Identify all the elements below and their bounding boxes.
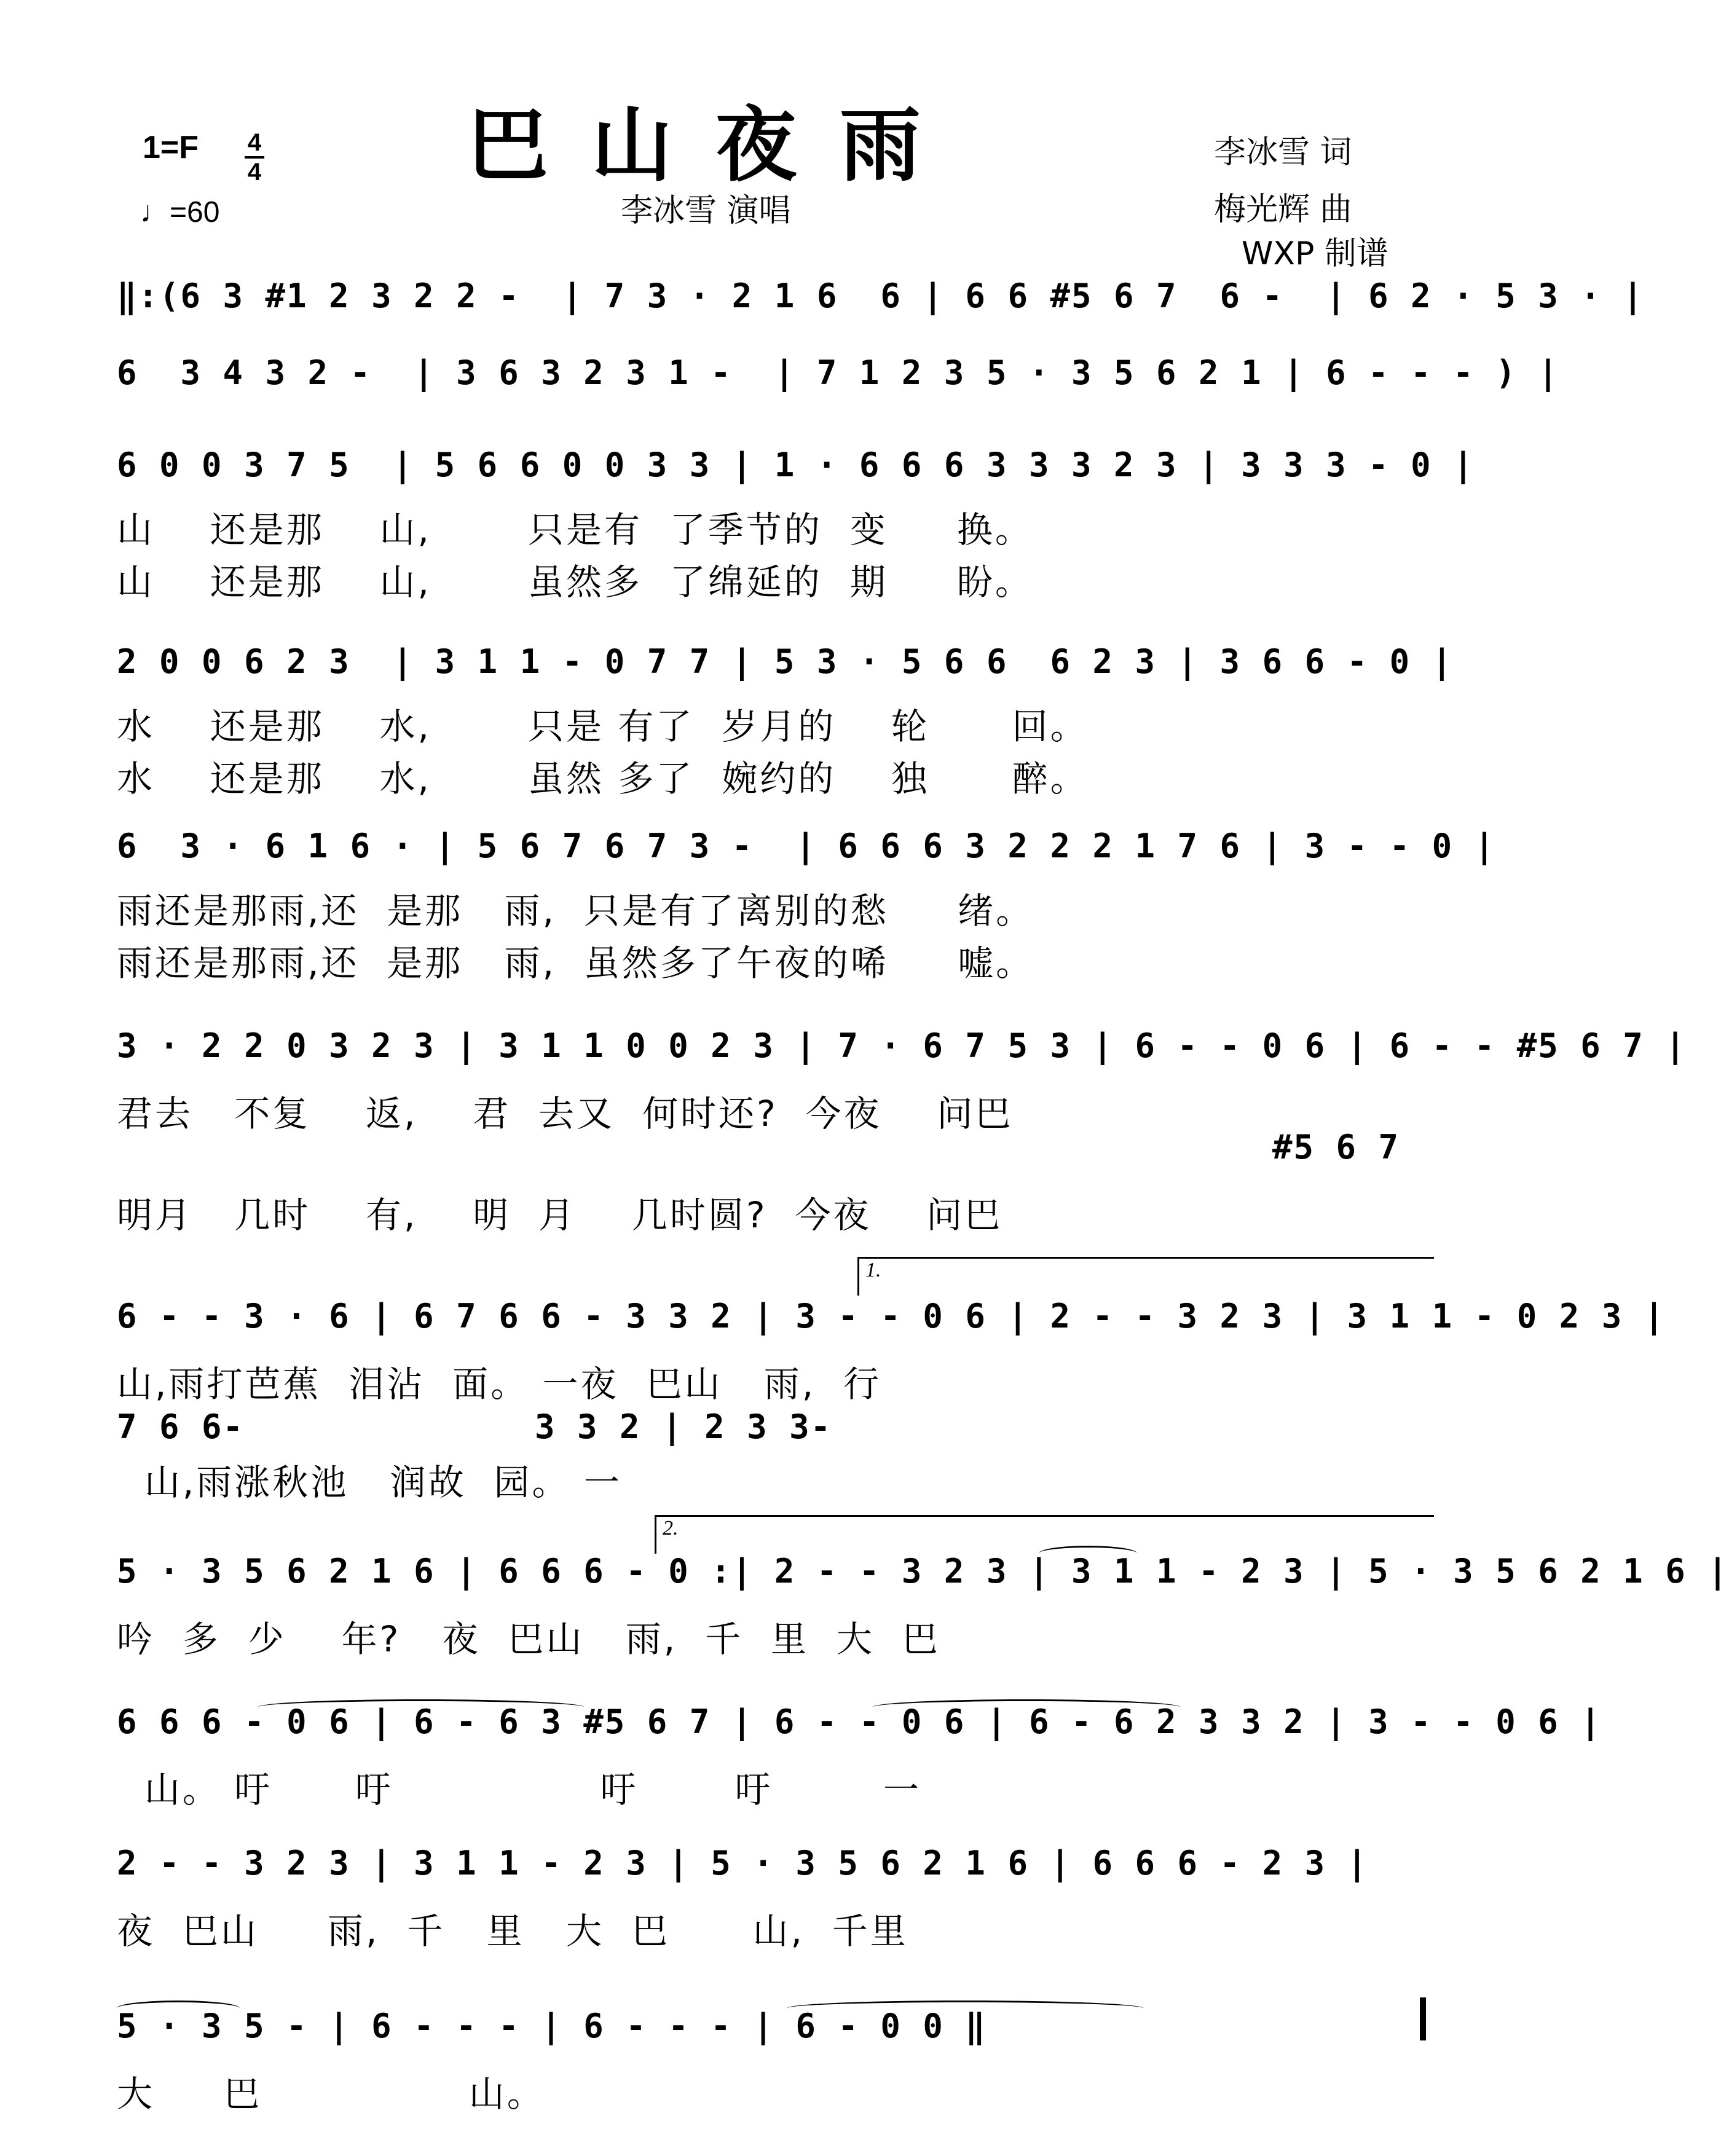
lyric-verse-1: 大 巴 山。 xyxy=(117,2073,545,2115)
song-title: 巴山夜雨 xyxy=(467,98,964,193)
composer-credit: 梅光辉 曲 xyxy=(1214,191,1352,228)
lyric-verse-1: 山。 吁 吁 吁 吁 一 xyxy=(117,1769,922,1811)
notation-row: 5 · 3 5 6 2 1 6 | 6 6 6 - 0 :| 2 - - 3 2 3 | 3 1 1 - 2 3 | 5 · 3 5 6 2 1 6 | xyxy=(117,1552,1729,1591)
notation-row: 6 - - 3 · 6 | 6 7 6 6 - 3 3 2 | 3 - - 0 6 | 2 - - 3 2 3 | 3 1 1 - 0 2 3 | xyxy=(117,1297,1666,1336)
notation-row: 2 0 0 6 2 3 | 3 1 1 - 0 7 7 | 5 3 · 5 6 6 6 2 3 | 3 6 6 - 0 | xyxy=(117,642,1454,681)
slur-mark xyxy=(1039,1546,1137,1561)
singer-credit: 李冰雪 演唱 xyxy=(621,192,791,229)
lyric-verse-2: 水 还是那 水, 虽然 多了 婉约的 独 醉。 xyxy=(117,758,1089,800)
lyricist-credit: 李冰雪 词 xyxy=(1214,134,1352,171)
score-line-5 xyxy=(117,827,1496,986)
volta-2: 2. xyxy=(655,1515,1434,1554)
notation-row: 6 6 6 - 0 6 | 6 - 6 3 #5 6 7 | 6 - - 0 6 | 6 - 6 2 3 3 2 | 3 - - 0 6 | xyxy=(117,1702,1602,1741)
lyric-verse-2: 山,雨涨秋池 润故 园。 一 xyxy=(117,1462,622,1503)
alternate-notes: 3 3 2 | 2 3 3- xyxy=(535,1407,832,1446)
final-barline xyxy=(1420,1997,1426,2040)
alternate-notes: #5 6 7 xyxy=(1272,1128,1400,1167)
lyric-verse-2: 雨还是那雨,还 是那 雨, 虽然多了午夜的唏 嘘。 xyxy=(117,942,1034,984)
slur-mark xyxy=(258,1699,584,1715)
score-line-8 xyxy=(117,1552,1729,1660)
arranger-credit: WXP 制谱 xyxy=(1242,235,1388,272)
score-line-6 xyxy=(117,1026,1687,1241)
score-line-4 xyxy=(117,642,1454,802)
lyric-verse-1: 吟 多 少 年? 夜 巴山 雨, 千 里 大 巴 xyxy=(117,1618,940,1660)
alternate-notes: 7 6 6- xyxy=(117,1407,245,1446)
lyric-verse-1: 山,雨打芭蕉 泪沾 面。 一夜 巴山 雨, 行 xyxy=(117,1363,882,1405)
notation-row: 6 0 0 3 7 5 | 5 6 6 0 0 3 3 | 1 · 6 6 6 3 3 3 2 3 | 3 3 3 - 0 | xyxy=(117,446,1475,484)
score-line-3 xyxy=(117,446,1475,605)
notation-row: 2 - - 3 2 3 | 3 1 1 - 2 3 | 5 · 3 5 6 2 1 6 | 6 6 6 - 2 3 | xyxy=(117,1844,1369,1883)
score-line-2 xyxy=(117,353,1559,409)
lyric-verse-2: 明月 几时 有, 明 月 几时圆? 今夜 问巴 xyxy=(117,1194,1003,1236)
lyric-verse-1: 山 还是那 山, 只是有 了季节的 变 换。 xyxy=(117,509,1033,551)
score-line-7 xyxy=(117,1297,1666,1503)
score-line-1 xyxy=(117,277,1644,332)
score-line-11 xyxy=(117,2007,1426,2115)
slur-mark xyxy=(873,1699,1180,1715)
notation-row: 5 · 3 5 - | 6 - - - | 6 - - - | 6 - 0 0 ‖ xyxy=(117,2007,987,2045)
score-line-9 xyxy=(117,1702,1602,1811)
lyric-verse-1: 水 还是那 水, 只是 有了 岁月的 轮 回。 xyxy=(117,706,1089,747)
score-line-10 xyxy=(117,1844,1426,1952)
key-signature: 1=F xyxy=(143,130,199,165)
lyric-verse-1: 夜 巴山 雨, 千 里 大 巴 山, 千里 xyxy=(117,1910,908,1952)
lyric-verse-2: 山 还是那 山, 虽然多 了绵延的 期 盼。 xyxy=(117,561,1033,603)
tempo-marking: ♩=60 xyxy=(140,196,220,229)
time-signature xyxy=(245,130,264,184)
slur-mark xyxy=(787,2001,1143,2016)
notation-row: 3 · 2 2 0 3 2 3 | 3 1 1 0 0 2 3 | 7 · 6 7 5 3 | 6 - - 0 6 | 6 - - #5 6 7 | xyxy=(117,1026,1687,1065)
notation-row: ‖:(6 3 #1 2 3 2 2 - | 7 3 · 2 1 6 6 | 6 6 #5 6 7 6 - | 6 2 · 5 3 · | xyxy=(117,277,1644,315)
volta-1: 1. xyxy=(857,1257,1434,1296)
notation-row: 6 3 · 6 1 6 · | 5 6 7 6 7 3 - | 6 6 6 3 2 2 2 1 7 6 | 3 - - 0 | xyxy=(117,827,1496,865)
notation-row: 6 3 4 3 2 - | 3 6 3 2 3 1 - | 7 1 2 3 5 · 3 5 6 2 1 | 6 - - - ) | xyxy=(117,353,1559,392)
slur-mark xyxy=(117,2001,240,2016)
meter-bottom: 4 xyxy=(247,159,262,186)
lyric-verse-1: 雨还是那雨,还 是那 雨, 只是有了离别的愁 绪。 xyxy=(117,890,1034,932)
meter-top: 4 xyxy=(247,129,262,156)
lyric-verse-1: 君去 不复 返, 君 去又 何时还? 今夜 问巴 xyxy=(117,1093,1014,1135)
